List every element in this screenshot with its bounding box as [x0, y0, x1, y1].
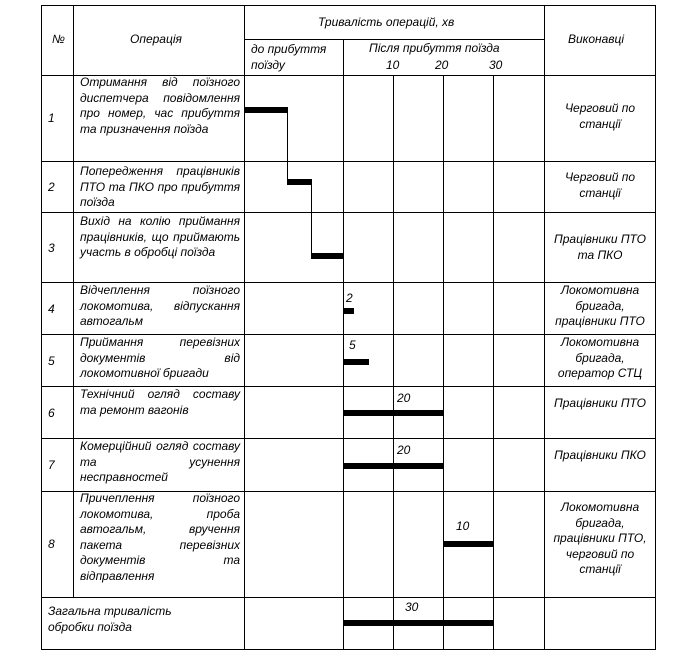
row-8-operation: Причеплення поїзного локомотива, проба автогальм, вручення пакета перевізних документів та відправлення	[80, 491, 240, 583]
row-2-operation: Попередження працівників ПТО та ПКО про прибуття поїзда	[80, 164, 240, 209]
row-7-number: 7	[48, 458, 55, 472]
header-operation: Операція	[130, 32, 182, 46]
row-1-gantt-bar	[245, 107, 287, 113]
row-6-performer: Працівники ПТО	[554, 396, 646, 410]
row-6-number: 6	[48, 406, 55, 420]
row-8-bar-label: 10	[456, 519, 470, 533]
row-4-operation: Відчеплення поїзного локомотива, відпускання автогальм	[80, 283, 240, 328]
header-no: №	[52, 32, 65, 46]
row-4-performer: Локомотивна бригада, працівники ПТО	[555, 283, 645, 328]
row-7-operation: Комерційний огляд составу та усунення несправностей	[80, 439, 240, 484]
row-5-bar-label: 5	[349, 338, 356, 352]
row-3-operation: Вихід на колію приймання працівників, що приймають участь в обробці поїзда	[80, 214, 240, 259]
row-1-number: 1	[48, 111, 55, 125]
total-label: Загальна тривалість обробки поїзда	[48, 604, 172, 634]
row-4-bar-label: 2	[346, 291, 353, 305]
total-gantt-bar	[344, 620, 494, 626]
row-1-connector	[287, 107, 288, 183]
row-8-gantt-bar	[444, 541, 494, 547]
header-after-arrival: Після прибуття поїзда	[369, 41, 500, 55]
row-1-operation: Отримання від поїзного диспетчера повідомлення про номер, час прибуття та призначення поїзда	[80, 75, 240, 136]
row-5-number: 5	[48, 354, 55, 368]
row-8-performer: Локомотивна бригада, працівники ПТО, черговий по станції	[553, 500, 647, 576]
total-bar-label: 30	[405, 600, 419, 614]
row-8-number: 8	[48, 537, 55, 551]
row-6-operation: Технічний огляд составу та ремонт вагонів	[80, 387, 240, 417]
row-2-number: 2	[48, 180, 55, 194]
row-6-gantt-bar	[344, 410, 443, 416]
row-6-bar-label: 20	[397, 391, 411, 405]
tick-10: 10	[386, 58, 400, 72]
row-4-gantt-bar	[344, 308, 354, 314]
tick-30: 30	[489, 58, 503, 72]
row-2-gantt-bar	[287, 179, 312, 185]
row-3-performer: Працівники ПТО та ПКО	[554, 232, 646, 262]
row-2-connector	[311, 179, 312, 258]
header-performers: Виконавці	[568, 32, 625, 46]
row-2-performer: Черговий по станції	[564, 170, 636, 200]
row-5-performer: Локомотивна бригада, оператор СТЦ	[557, 335, 643, 380]
row-1-performer: Черговий по станції	[564, 101, 636, 131]
row-4-number: 4	[48, 302, 55, 316]
row-3-gantt-bar	[311, 253, 343, 259]
row-7-bar-label: 20	[397, 443, 411, 457]
row-5-operation: Приймання перевізних документів від локомотивної бригади	[80, 335, 240, 380]
header-before-arrival: до прибуття поїзду	[251, 42, 327, 72]
row-7-performer: Працівники ПКО	[554, 448, 646, 462]
row-7-gantt-bar	[344, 463, 443, 469]
row-5-gantt-bar	[344, 359, 369, 365]
row-3-number: 3	[48, 241, 55, 255]
header-duration: Тривалість операцій, хв	[318, 15, 455, 29]
tick-20: 20	[435, 58, 449, 72]
